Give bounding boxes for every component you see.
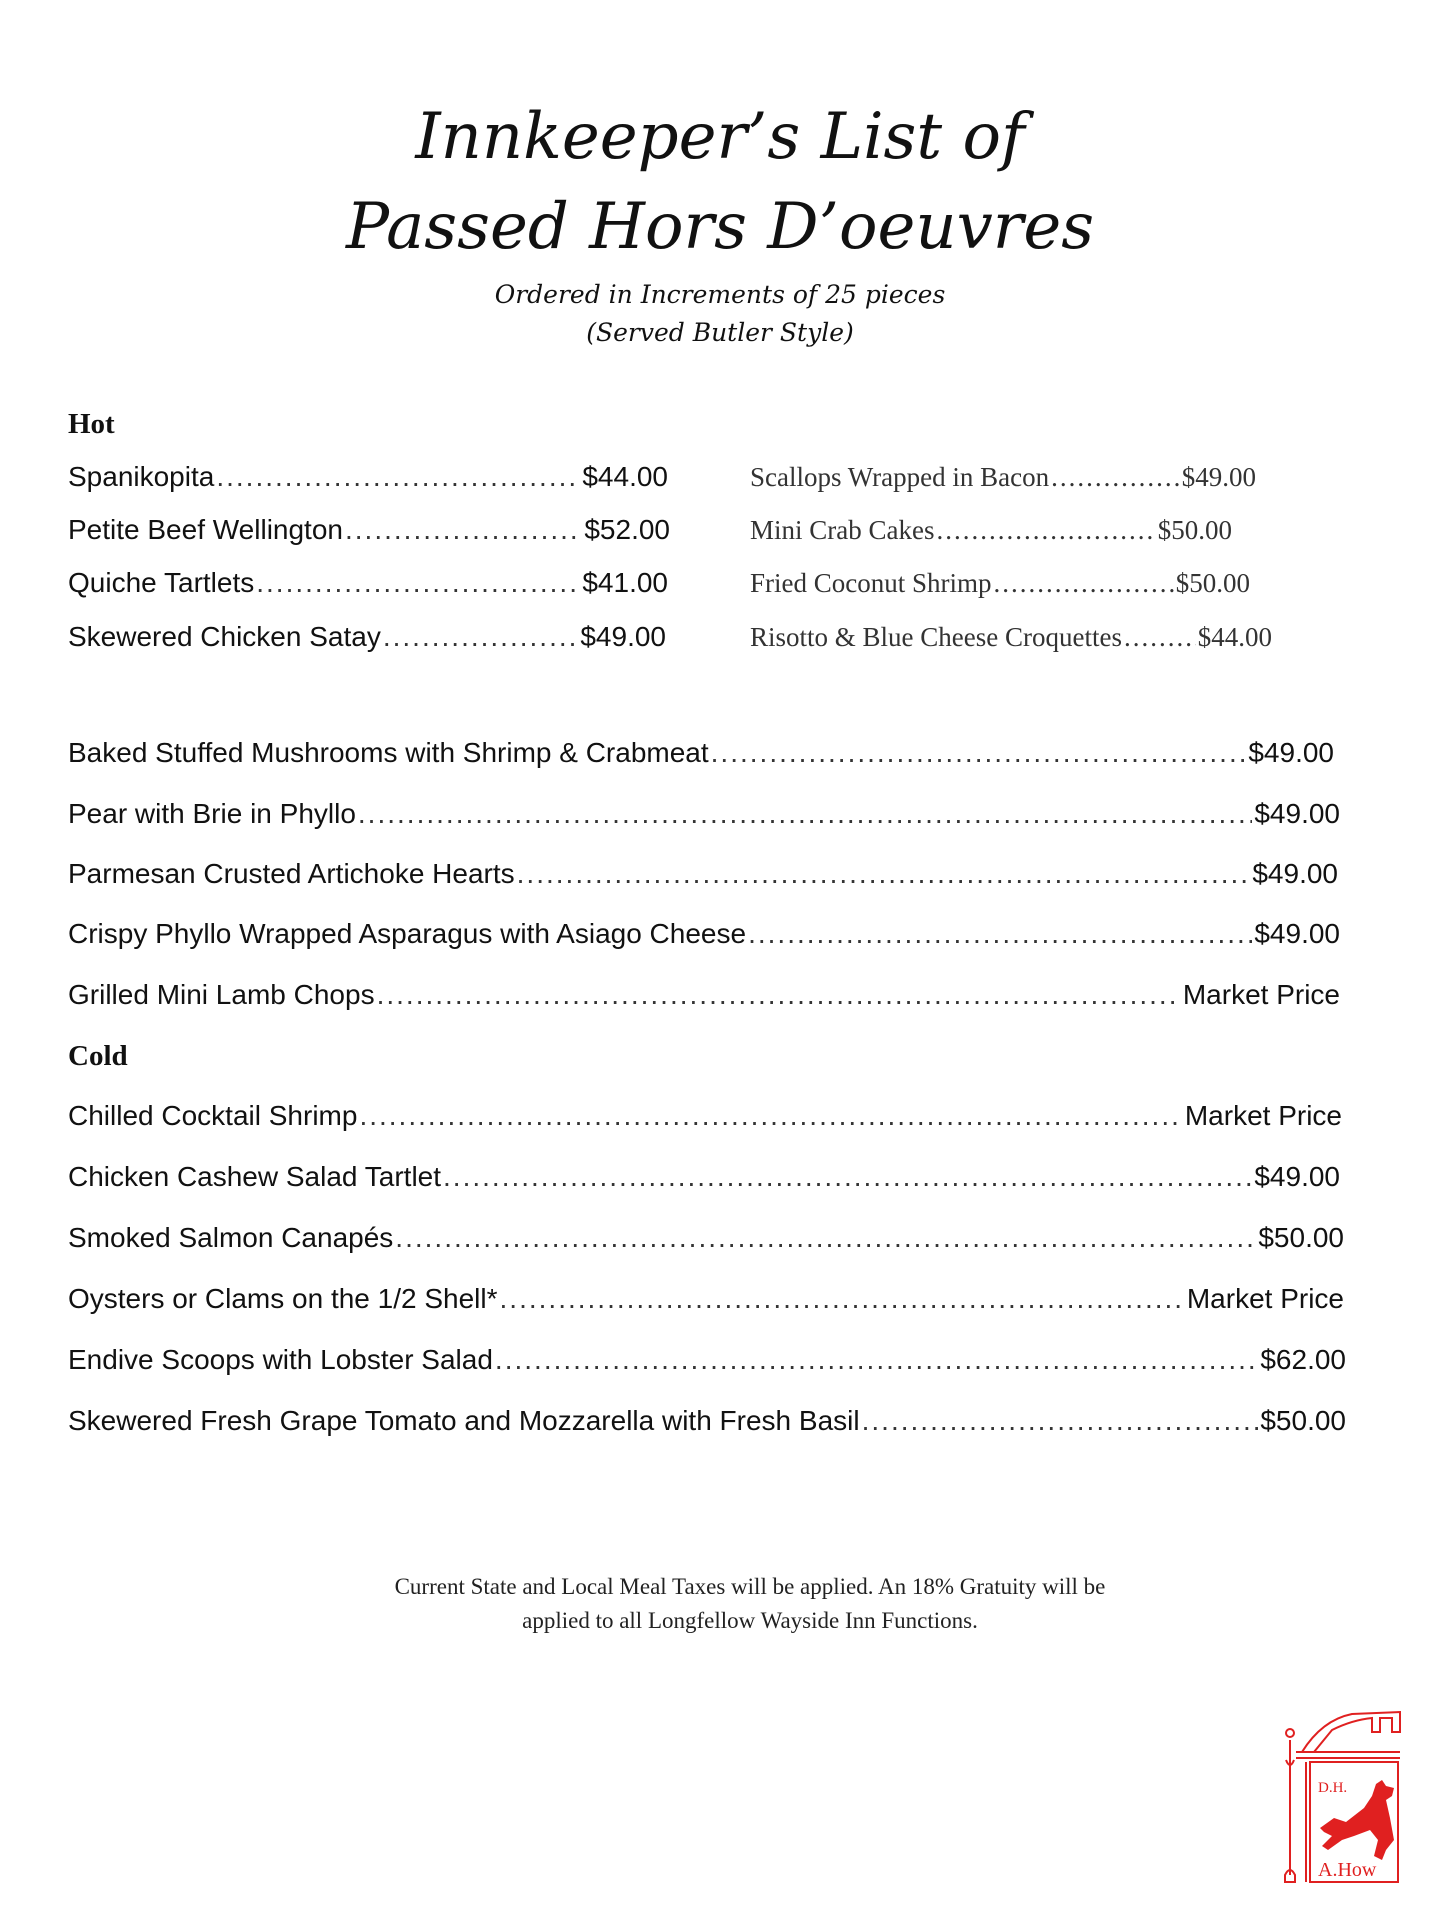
inn-sign-horse-logo-icon: [1282, 1700, 1412, 1890]
item-price: $50.00: [1157, 515, 1232, 545]
leader-dots: [359, 1099, 1182, 1133]
leader-dots: [1051, 460, 1180, 494]
item-price: $49.00: [1252, 858, 1338, 889]
logo-text-top: D.H.: [1318, 1780, 1348, 1796]
menu-item: [68, 797, 1340, 831]
item-name: Baked Stuffed Mushrooms with Shrimp & Crabmeat: [68, 737, 709, 768]
leader-dots: [358, 797, 1252, 831]
leader-dots: [395, 1221, 1256, 1255]
menu-item: [68, 857, 1338, 891]
item-name: Scallops Wrapped in Bacon: [750, 462, 1050, 492]
item-price: $50.00: [1258, 1222, 1344, 1253]
leader-dots: [383, 620, 579, 654]
item-price: $50.00: [1175, 568, 1250, 598]
menu-item: [68, 1343, 1346, 1377]
leader-dots: [862, 1404, 1259, 1438]
item-name: Risotto & Blue Cheese Croquettes: [750, 622, 1122, 652]
menu-item: [68, 1282, 1344, 1316]
page-title-line1: Innkeeper’s List of: [415, 100, 1025, 174]
item-name: Chicken Cashew Salad Tartlet: [68, 1161, 442, 1192]
menu-item: [68, 1099, 1342, 1133]
item-name: Petite Beef Wellington: [68, 514, 343, 545]
menu-item: [68, 513, 670, 547]
item-name: Oysters or Clams on the 1/2 Shell*: [68, 1283, 498, 1314]
menu-item: [750, 620, 1272, 654]
item-price: $41.00: [582, 567, 668, 598]
item-price: $52.00: [584, 514, 670, 545]
leader-dots: [377, 978, 1181, 1012]
item-name: Fried Coconut Shrimp: [750, 568, 992, 598]
leader-dots: [748, 917, 1252, 951]
section-heading-cold: Cold: [68, 1040, 128, 1072]
leader-dots: [256, 566, 580, 600]
item-name: Skewered Chicken Satay: [68, 621, 381, 652]
footer-note: [380, 1570, 1120, 1638]
leader-dots: [994, 566, 1174, 600]
item-name: Endive Scoops with Lobster Salad: [68, 1344, 493, 1375]
menu-item: [68, 736, 1334, 770]
item-price: $44.00: [582, 461, 668, 492]
menu-item: [68, 1221, 1344, 1255]
leader-dots: [1124, 620, 1196, 654]
menu-item: [68, 566, 668, 600]
leader-dots: [443, 1160, 1252, 1194]
item-name: Crispy Phyllo Wrapped Asparagus with Asiago Cheese: [68, 918, 747, 949]
item-price: $49.00: [1254, 1161, 1340, 1192]
item-price: $49.00: [1248, 737, 1334, 768]
logo-text-bottom: A.How: [1318, 1859, 1377, 1881]
menu-item: [68, 1160, 1340, 1194]
item-price: $49.00: [1254, 918, 1340, 949]
item-name: Pear with Brie in Phyllo: [68, 798, 356, 829]
leader-dots: [500, 1282, 1185, 1316]
section-heading-hot: Hot: [68, 408, 115, 440]
subtitle-serving-style: (Served Butler Style): [586, 318, 854, 347]
menu-item: [68, 1404, 1346, 1438]
leader-dots: [345, 513, 582, 547]
item-price: Market Price: [1184, 1100, 1342, 1131]
item-price: $49.00: [1254, 798, 1340, 829]
item-price: $44.00: [1197, 622, 1272, 652]
menu-item: [750, 513, 1232, 547]
item-name: Spanikopita: [68, 461, 215, 492]
item-price: Market Price: [1186, 1283, 1344, 1314]
item-name: Parmesan Crusted Artichoke Hearts: [68, 858, 515, 889]
menu-item: [750, 566, 1250, 600]
leader-dots: [936, 513, 1155, 547]
item-price: $49.00: [1181, 462, 1256, 492]
footer-line2: applied to all Longfellow Wayside Inn Functions.: [522, 1608, 978, 1633]
item-name: Grilled Mini Lamb Chops: [68, 979, 375, 1010]
item-price: $49.00: [580, 621, 666, 652]
item-name: Skewered Fresh Grape Tomato and Mozzarella with Fresh Basil: [68, 1405, 860, 1436]
item-name: Chilled Cocktail Shrimp: [68, 1100, 358, 1131]
menu-item: [68, 460, 668, 494]
menu-item: [68, 978, 1340, 1012]
page-title-line2: Passed Hors D’oeuvres: [345, 190, 1095, 264]
item-price: $62.00: [1260, 1344, 1346, 1375]
item-name: Quiche Tartlets: [68, 567, 255, 598]
leader-dots: [495, 1343, 1258, 1377]
leader-dots: [517, 857, 1251, 891]
subtitle-increments: Ordered in Increments of 25 pieces: [494, 280, 946, 309]
leader-dots: [216, 460, 580, 494]
item-price: $50.00: [1260, 1405, 1346, 1436]
item-name: Smoked Salmon Canapés: [68, 1222, 394, 1253]
menu-item: [68, 620, 666, 654]
item-name: Mini Crab Cakes: [750, 515, 935, 545]
footer-line1: Current State and Local Meal Taxes will be applied. An 18% Gratuity will be: [394, 1574, 1106, 1599]
item-price: Market Price: [1182, 979, 1340, 1010]
leader-dots: [711, 736, 1247, 770]
menu-item: [750, 460, 1256, 494]
menu-item: [68, 917, 1340, 951]
